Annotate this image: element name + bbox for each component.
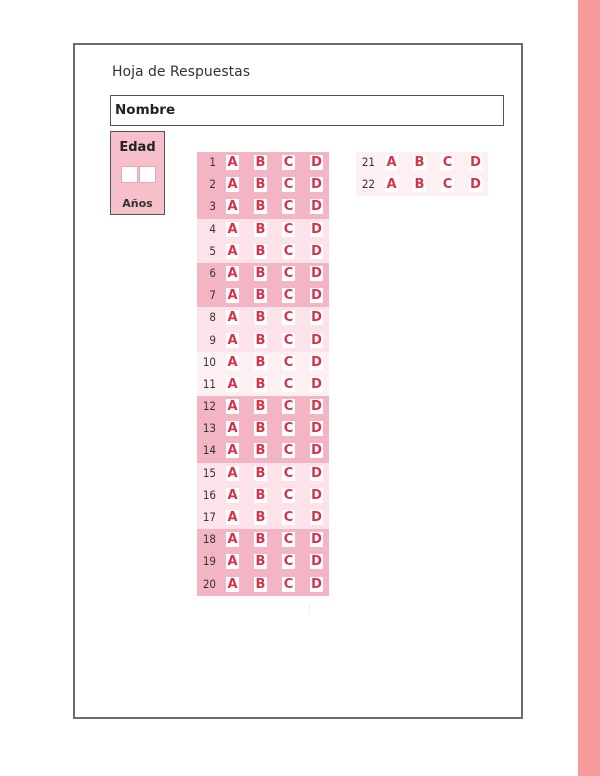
question-row: [197, 219, 329, 241]
age-digit-1-field[interactable]: [121, 166, 138, 183]
question-row: [197, 507, 329, 529]
answer-option-b[interactable]: B: [255, 310, 266, 326]
years-label: Años: [122, 197, 153, 210]
answer-option-a[interactable]: A: [227, 576, 238, 592]
question-row: [197, 152, 329, 174]
answer-option-c[interactable]: C: [283, 177, 294, 193]
answer-option-c[interactable]: C: [283, 155, 294, 170]
answer-option-b[interactable]: B: [255, 199, 266, 215]
question-number: 19: [202, 554, 216, 569]
answer-option-d[interactable]: D: [311, 487, 322, 503]
answer-option-c[interactable]: C: [283, 399, 294, 415]
question-number: 17: [202, 510, 216, 524]
answer-option-d[interactable]: D: [311, 243, 322, 259]
answer-option-c[interactable]: C: [283, 288, 294, 304]
answer-option-c[interactable]: C: [283, 421, 294, 437]
question-row: [197, 418, 329, 440]
answer-option-b[interactable]: B: [255, 487, 266, 503]
answer-option-d[interactable]: D: [311, 376, 322, 392]
answer-option-d[interactable]: D: [311, 465, 322, 481]
answer-option-b[interactable]: B: [255, 354, 266, 370]
divider: [309, 604, 310, 614]
answer-option-b[interactable]: B: [255, 510, 266, 525]
question-number: 22: [361, 177, 375, 192]
answer-option-d[interactable]: D: [311, 288, 322, 304]
answer-option-a[interactable]: A: [227, 243, 238, 259]
answer-option-a[interactable]: A: [227, 265, 238, 281]
answer-option-b[interactable]: B: [255, 532, 266, 548]
answer-option-c[interactable]: C: [283, 243, 294, 259]
answer-option-d[interactable]: D: [470, 177, 481, 193]
question-row: [197, 263, 329, 285]
answer-option-d[interactable]: D: [470, 155, 481, 170]
answer-option-b[interactable]: B: [414, 177, 425, 193]
question-row: [197, 374, 329, 396]
answer-option-a[interactable]: A: [227, 288, 238, 304]
answer-option-a[interactable]: A: [227, 465, 238, 481]
answer-option-b[interactable]: B: [255, 376, 266, 392]
answer-option-a[interactable]: A: [227, 421, 238, 437]
question-number: 15: [202, 465, 216, 480]
question-number: 5: [209, 243, 216, 258]
answer-option-b[interactable]: B: [255, 443, 266, 459]
answer-option-d[interactable]: D: [311, 354, 322, 370]
answer-option-c[interactable]: C: [283, 576, 294, 592]
answer-option-d[interactable]: D: [311, 576, 322, 592]
question-row: [197, 396, 329, 418]
answer-option-a[interactable]: A: [227, 221, 238, 237]
answer-option-c[interactable]: C: [283, 310, 294, 326]
answer-option-a[interactable]: A: [386, 155, 397, 170]
question-number: 3: [209, 199, 216, 214]
age-label: Edad: [119, 140, 156, 155]
answer-option-d[interactable]: D: [311, 155, 322, 170]
question-number: 12: [202, 399, 216, 414]
question-number: 11: [202, 376, 216, 391]
question-row: [197, 529, 329, 551]
answer-option-d[interactable]: D: [311, 265, 322, 281]
question-row: [197, 440, 329, 462]
answer-option-c[interactable]: C: [283, 532, 294, 548]
answer-option-b[interactable]: B: [255, 465, 266, 481]
question-row: [197, 174, 329, 196]
answer-option-b[interactable]: B: [255, 221, 266, 237]
question-row: [197, 551, 329, 573]
answer-option-c[interactable]: C: [283, 332, 294, 348]
answer-option-d[interactable]: D: [311, 332, 322, 348]
answer-option-d[interactable]: D: [311, 421, 322, 437]
question-number: 1: [209, 155, 216, 169]
question-number: 21: [361, 155, 375, 169]
answer-option-c[interactable]: C: [283, 376, 294, 392]
question-number: 13: [202, 421, 216, 436]
answer-option-b[interactable]: B: [255, 399, 266, 415]
question-row: [197, 307, 329, 329]
question-row: [197, 485, 329, 507]
question-row: [197, 352, 329, 374]
answer-option-a[interactable]: A: [227, 199, 238, 215]
question-number: 16: [202, 487, 216, 502]
answer-option-c[interactable]: C: [442, 177, 453, 193]
answer-option-c[interactable]: C: [283, 443, 294, 459]
answer-option-a[interactable]: A: [227, 487, 238, 503]
question-row: [197, 463, 329, 485]
answer-option-b[interactable]: B: [255, 243, 266, 259]
answer-option-d[interactable]: D: [311, 221, 322, 237]
answer-option-c[interactable]: C: [283, 354, 294, 370]
question-row: [197, 196, 329, 218]
answer-option-b[interactable]: B: [414, 155, 425, 170]
sheet-title: Hoja de Respuestas: [112, 64, 250, 80]
answer-option-d[interactable]: D: [311, 177, 322, 193]
answer-option-d[interactable]: D: [311, 199, 322, 215]
question-number: 6: [209, 265, 216, 280]
answer-option-a[interactable]: A: [227, 155, 238, 170]
answer-option-b[interactable]: B: [255, 265, 266, 281]
question-row: [356, 152, 488, 174]
question-row: [356, 174, 488, 196]
answer-option-d[interactable]: D: [311, 532, 322, 548]
answer-option-c[interactable]: C: [283, 199, 294, 215]
question-number: 10: [202, 354, 216, 369]
answer-option-d[interactable]: D: [311, 310, 322, 326]
question-number: 2: [209, 177, 216, 192]
answer-option-a[interactable]: A: [227, 532, 238, 548]
answer-option-d[interactable]: D: [311, 510, 322, 525]
answer-option-a[interactable]: A: [227, 310, 238, 326]
answer-option-d[interactable]: D: [311, 554, 322, 570]
decorative-side-strip: [578, 0, 600, 776]
answer-option-b[interactable]: B: [255, 421, 266, 437]
question-number: 8: [209, 310, 216, 325]
answer-option-a[interactable]: A: [227, 443, 238, 459]
name-field[interactable]: [110, 95, 504, 126]
question-number: 20: [202, 576, 216, 591]
question-row: [197, 241, 329, 263]
answer-option-a[interactable]: A: [227, 177, 238, 193]
answer-option-c[interactable]: C: [283, 487, 294, 503]
question-row: [197, 285, 329, 307]
answer-option-c[interactable]: C: [283, 465, 294, 481]
questions-column-2: [356, 152, 488, 196]
answer-option-c[interactable]: C: [442, 155, 453, 170]
answer-option-a[interactable]: A: [227, 554, 238, 570]
answer-option-d[interactable]: D: [311, 399, 322, 415]
answer-option-c[interactable]: C: [283, 510, 294, 525]
question-row: [197, 330, 329, 352]
answer-option-b[interactable]: B: [255, 155, 266, 170]
answer-option-a[interactable]: A: [227, 399, 238, 415]
question-number: 4: [209, 221, 216, 236]
question-number: 7: [209, 288, 216, 303]
answer-option-a[interactable]: A: [386, 177, 397, 193]
answer-option-c[interactable]: C: [283, 265, 294, 281]
age-digit-2-field[interactable]: [139, 166, 156, 183]
age-box: [110, 131, 165, 215]
question-row: [197, 574, 329, 596]
name-label: Nombre: [115, 102, 176, 118]
answer-option-c[interactable]: C: [283, 221, 294, 237]
answer-option-a[interactable]: A: [227, 332, 238, 348]
question-number: 14: [202, 443, 216, 458]
answer-option-b[interactable]: B: [255, 177, 266, 193]
answer-option-c[interactable]: C: [283, 554, 294, 570]
answer-option-d[interactable]: D: [311, 443, 322, 459]
answer-option-a[interactable]: A: [227, 510, 238, 525]
answer-option-b[interactable]: B: [255, 332, 266, 348]
questions-column-1: [197, 152, 329, 596]
answer-option-b[interactable]: B: [255, 288, 266, 304]
answer-option-b[interactable]: B: [255, 576, 266, 592]
answer-option-a[interactable]: A: [227, 376, 238, 392]
answer-option-b[interactable]: B: [255, 554, 266, 570]
question-number: 9: [209, 332, 216, 347]
answer-option-a[interactable]: A: [227, 354, 238, 370]
question-number: 18: [202, 532, 216, 547]
